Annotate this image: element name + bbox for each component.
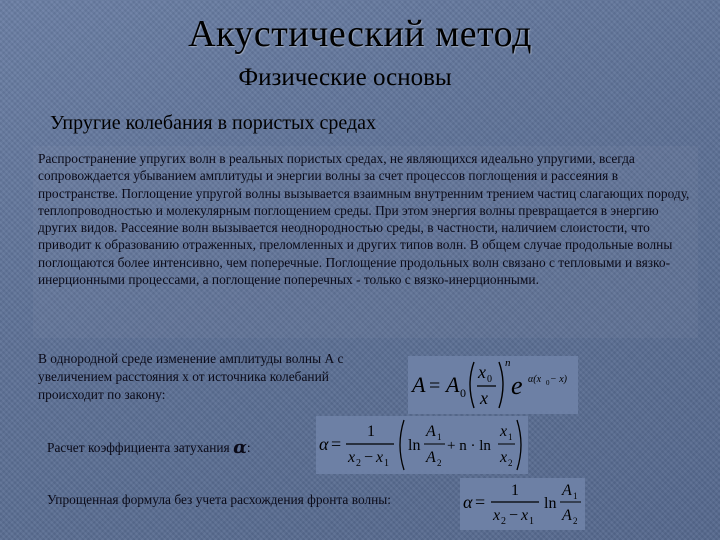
f2-den-x2: x	[348, 449, 356, 466]
f2-x2: x	[500, 449, 508, 466]
f3-x1-sub: 1	[529, 516, 534, 527]
section-heading: Упругие колебания в пористых средах	[50, 112, 377, 134]
f3-A2-sub: 2	[573, 516, 578, 526]
f2-ln1: ln	[408, 437, 421, 454]
f1-A: A	[412, 372, 426, 397]
f2-den-1: 1	[384, 458, 389, 469]
attenuation-label	[47, 437, 251, 458]
f2-A1: A	[426, 423, 436, 440]
attenuation-label-text: Расчет коэффициента затухания	[47, 440, 230, 455]
f1-right-paren	[499, 362, 503, 408]
amplitude-formula	[408, 356, 578, 414]
f1-e: e	[511, 371, 523, 400]
f3-x1: x	[521, 507, 529, 524]
simplified-formula-label: Упрощенная формула без учета расхождения фронта волны:	[47, 492, 392, 507]
attenuation-formula	[316, 416, 528, 474]
f3-x2: x	[493, 507, 501, 524]
f2-A2: A	[426, 449, 436, 466]
f2-A1-sub: 1	[437, 432, 442, 442]
f1-A0: A	[446, 372, 460, 397]
alpha-symbol: α	[233, 437, 247, 458]
f1-x0-sub: 0	[487, 374, 492, 385]
slide-subtitle: Физические основы	[238, 64, 452, 91]
f2-eq: =	[331, 434, 342, 454]
f1-x: x	[480, 388, 488, 408]
f1-exponent-sub: 0	[546, 379, 550, 387]
f1-left-paren	[470, 362, 474, 408]
f2-x1: x	[500, 423, 508, 440]
f2-den-2: 2	[356, 458, 361, 469]
attenuation-colon: :	[246, 440, 251, 455]
f2-plus-n-ln: + n · ln	[447, 438, 491, 454]
f2-den-minus: −	[364, 449, 374, 466]
body-paragraph: Распространение упругих волн в реальных пористых средах, не являющихся идеально упругими, всегда сопровождается убыванием амплитуды и энергии волны за счет процессов поглощения и рассеяния в пространстве. Поглощение упругой волны вызывается взаимным внутренним трением частиц слагающих породу, теплопроводностью и молекулярным поглощением среды. При этом энергия волны превращается в энергию других видов. Рассеяние волн вызывается неоднородностью среды, в частности, наличием слоистости, что приводит к образованию отраженных, преломленных и других типов волн. В общем случае продольные волны поглощаются более интенсивно, чем поперечные. Поглощение продольных волн связано с тепловыми и вязко-инерционными процессами, а поглощение поперечных - только с вязко-инерционными.	[38, 151, 690, 288]
f2-one: 1	[367, 423, 375, 440]
f1-exponent-tail: − x)	[550, 374, 568, 385]
amplitude-law-text: В однородной среде изменение амплитуды волны А с увеличением расстояния х от источника колебаний происходит по закону:	[38, 351, 344, 402]
f3-one: 1	[511, 482, 519, 499]
f2-x2-sub: 2	[508, 458, 513, 468]
f2-alpha: α	[319, 434, 329, 454]
f2-A2-sub: 2	[437, 458, 442, 468]
f3-x2-sub: 2	[501, 516, 506, 527]
f2-x1-sub: 1	[508, 432, 513, 442]
slide-title: Акустический метод	[188, 13, 532, 55]
f2-left-paren	[400, 420, 404, 470]
f1-A0-sub: 0	[460, 386, 466, 400]
f3-A2: A	[562, 507, 572, 524]
f3-eq: =	[475, 492, 486, 512]
f1-x0: x	[478, 362, 486, 382]
f2-right-paren	[517, 420, 521, 470]
simplified-formula	[460, 478, 585, 530]
f1-n: n	[505, 357, 511, 369]
f2-den-x1: x	[376, 449, 384, 466]
f3-minus: −	[509, 507, 519, 524]
f3-ln: ln	[544, 495, 557, 512]
f3-A1-sub: 1	[573, 491, 578, 501]
f1-eq: =	[429, 375, 441, 397]
f3-A1: A	[562, 482, 572, 499]
f3-alpha: α	[463, 492, 473, 512]
f1-exponent: α(x	[528, 374, 542, 385]
